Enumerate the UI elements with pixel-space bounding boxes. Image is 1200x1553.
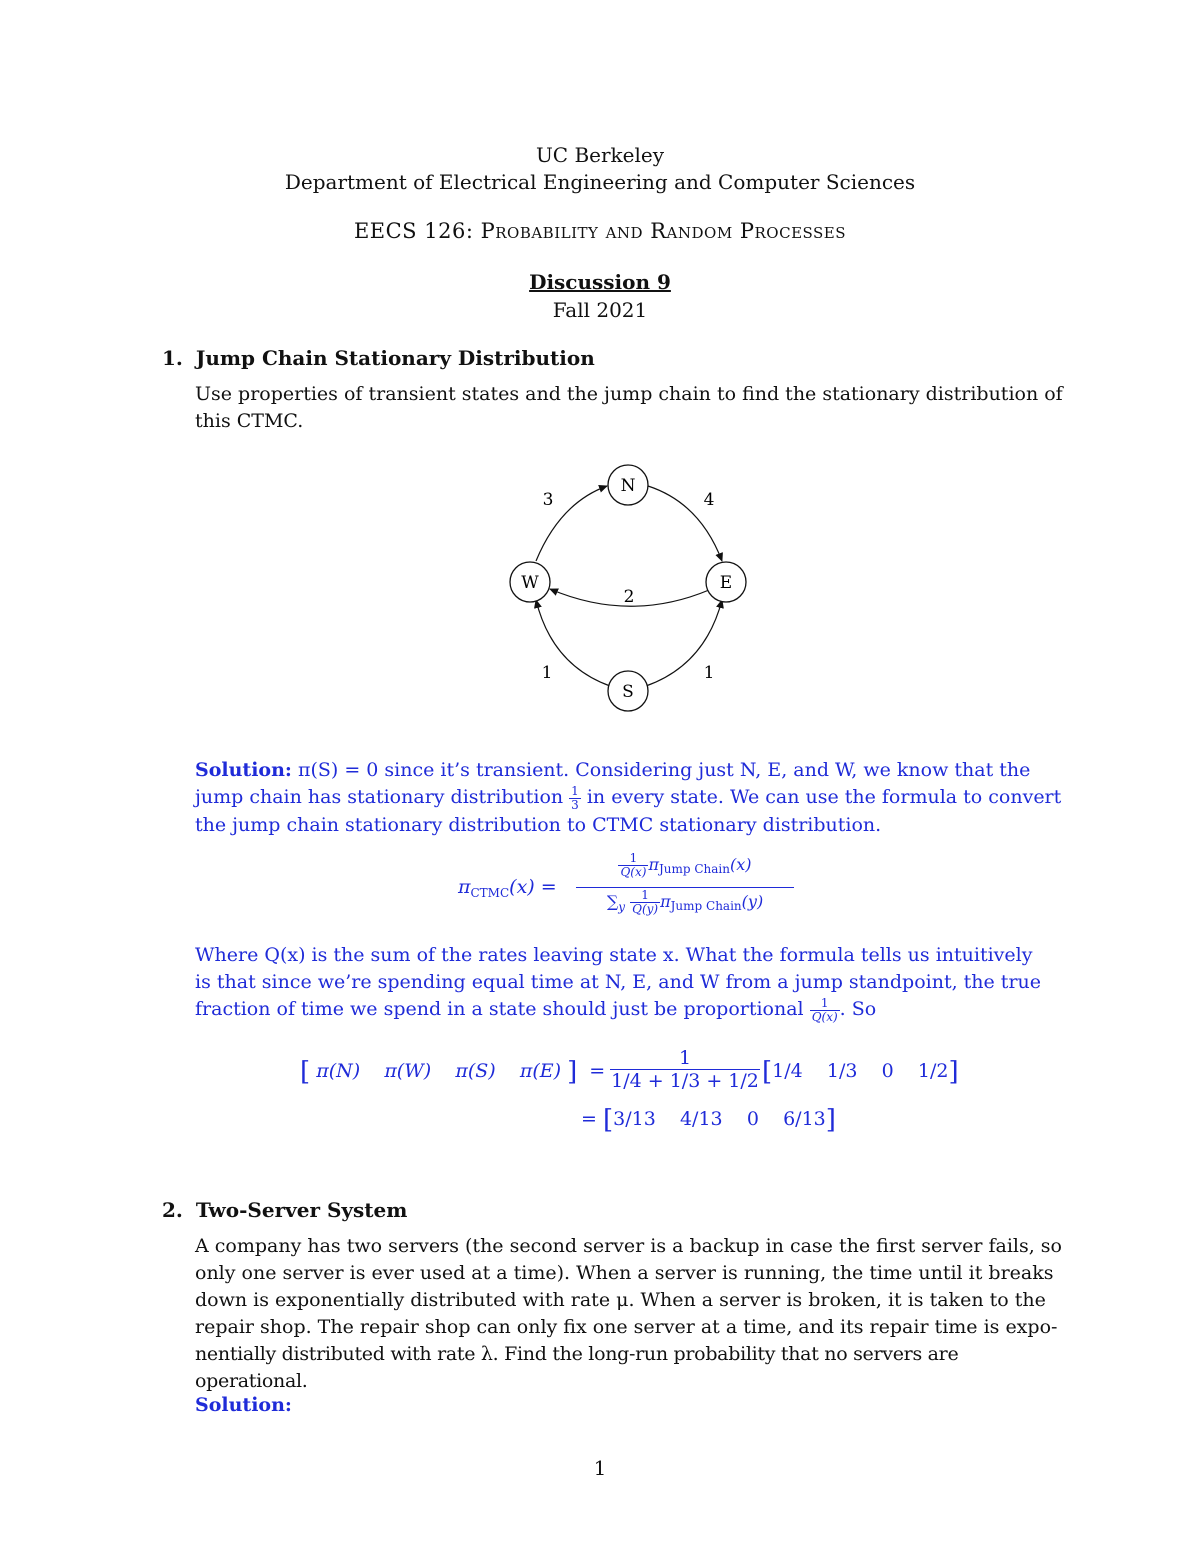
formula-pi: π: [458, 876, 471, 898]
formula-subscript: Jump Chain: [670, 899, 742, 913]
normalizer-denominator: 1/4 + 1/3 + 1/2: [611, 1070, 759, 1092]
explanation-text: fraction of time we spend in a state should just be proportional: [195, 998, 804, 1020]
vector-entry: π(N): [316, 1060, 361, 1082]
formula-pi: π: [648, 855, 659, 874]
problem-1-line: this CTMC.: [195, 410, 304, 432]
sum-subscript: y: [618, 900, 626, 914]
vector-entry: 0: [881, 1060, 894, 1082]
explanation-line: Where Q(x) is the sum of the rates leaving state x. What the formula tells us intuitively: [195, 944, 1033, 966]
problem-2-line: only one server is ever used at a time). When a server is running, the time until it breaks: [195, 1262, 1054, 1284]
problem-1-line: Use properties of transient states and the jump chain to find the stationary distribution of: [195, 383, 1063, 405]
node-label: E: [719, 573, 733, 593]
solution-1-line: the jump chain stationary distribution to CTMC stationary distribution.: [195, 813, 882, 836]
explanation-text: . So: [839, 998, 877, 1020]
problem-2-number: 2.: [162, 1198, 183, 1222]
formula-arg: (y): [741, 892, 764, 911]
node-n: [608, 465, 648, 505]
solution-1-line: [195, 784, 1075, 812]
term: Fall 2021: [552, 298, 648, 322]
page-number: 1: [593, 1456, 607, 1480]
problem-1-text: [195, 381, 1065, 435]
rhs-vector-1: [1/4 1/3 0 1/2]: [762, 1057, 959, 1087]
solution-1: [195, 757, 1075, 839]
node-w: [510, 562, 550, 602]
equals-sign: =: [589, 1060, 606, 1082]
vector-entry: 3/13: [613, 1108, 656, 1130]
problem-2-heading: [162, 1198, 407, 1222]
vector-entry: 1/3: [826, 1060, 858, 1082]
course-title: [0, 219, 1200, 243]
edge-label: 1: [541, 663, 553, 683]
problem-2-title: Two-Server System: [195, 1198, 408, 1222]
vector-entry: π(W): [384, 1060, 432, 1082]
q-num: 1: [630, 889, 660, 903]
explanation-line: is that since we’re spending equal time at N, E, and W from a jump standpoint, the true: [195, 971, 1042, 993]
formula-denominator: [576, 889, 794, 916]
formula-pi: π: [660, 892, 671, 911]
formula-subscript: CTMC: [470, 886, 510, 900]
node-s: [608, 671, 648, 711]
vector-entry: 1/2: [917, 1060, 949, 1082]
problem-2-line: A company has two servers (the second server is a backup in case the first server fails, so: [195, 1235, 1062, 1257]
formula-lhs: [458, 876, 557, 900]
rhs-vector-2: = [3/13 4/13 0 6/13]: [581, 1105, 836, 1135]
node-label: N: [620, 476, 636, 496]
fraction-denominator: 3: [571, 797, 579, 812]
equals-sign: =: [581, 1108, 597, 1130]
q-fraction: [618, 852, 648, 879]
formula-numerator: [576, 852, 794, 879]
vector-entry: π(S): [455, 1060, 496, 1082]
vector-entry: 6/13: [783, 1108, 826, 1130]
fraction-numerator: 1: [571, 783, 579, 798]
explanation-line: [195, 996, 1075, 1024]
node-e: [706, 562, 746, 602]
solution-text: π(S) = 0 since it’s transient. Considering just N, E, and W, we know that the: [297, 759, 1031, 781]
problem-2-text: [195, 1233, 1075, 1395]
university-name: UC Berkeley: [535, 143, 665, 167]
sum-symbol: ∑: [606, 892, 619, 911]
course-code: EECS 126:: [353, 219, 474, 243]
formula-bar: [576, 887, 794, 888]
problem-1-number: 1.: [162, 346, 183, 370]
edge-label: 4: [703, 490, 715, 510]
vector-entry: π(E): [519, 1060, 562, 1082]
node-label: S: [622, 682, 634, 702]
problem-1-heading: [162, 346, 595, 370]
normalizer-numerator: 1: [678, 1047, 692, 1069]
q-den: Q(x): [620, 865, 647, 879]
vector-entry: 4/13: [679, 1108, 723, 1130]
vector-entry: 1/4: [772, 1060, 803, 1082]
fraction-one-third: [569, 785, 581, 812]
vector-entry: 0: [746, 1108, 759, 1130]
solution-1-explanation: [195, 942, 1075, 1024]
formula-arg: (x) =: [509, 876, 557, 898]
ctmc-diagram: [490, 455, 780, 720]
edge-label: 3: [542, 490, 554, 510]
solution-text: jump chain has stationary distribution: [195, 786, 564, 808]
q-fraction: [810, 997, 840, 1024]
q-num: 1: [618, 852, 648, 866]
edge-label: 2: [623, 587, 635, 607]
node-label: W: [521, 573, 539, 593]
q-fraction: [630, 889, 660, 916]
formula-subscript: Jump Chain: [658, 862, 730, 876]
solution-text: in every state. We can use the formula to convert: [586, 786, 1062, 808]
problem-2-line: down is exponentially distributed with rate μ. When a server is broken, it is taken to the: [195, 1289, 1046, 1311]
lhs-vector: [ π(N) π(W) π(S) π(E) ] =: [300, 1057, 606, 1087]
problem-2-solution-label: Solution:: [195, 1394, 292, 1416]
department-name: Department of Electrical Engineering and Computer Sciences: [284, 170, 916, 194]
q-den: Q(x): [811, 1009, 838, 1024]
formula-arg: (x): [730, 855, 752, 874]
course-name: Probability and Random Processes: [480, 219, 847, 243]
problem-2-line: nentially distributed with rate λ. Find the long-run probability that no servers are operational.: [195, 1343, 959, 1392]
edge-label: 1: [703, 663, 715, 683]
problem-1-title: Jump Chain Stationary Distribution: [195, 346, 595, 370]
q-num: 1: [810, 997, 840, 1011]
ctmc-formula: [458, 852, 818, 922]
solution-label: Solution:: [195, 759, 292, 781]
q-den: Q(y): [632, 902, 659, 916]
normalizer-fraction: [610, 1047, 760, 1092]
stationary-equations: [300, 1047, 980, 1147]
discussion-title: Discussion 9: [529, 270, 671, 294]
problem-2-line: repair shop. The repair shop can only fix one server at a time, and its repair time is expo-: [195, 1316, 1058, 1338]
solution-1-line: [195, 757, 1075, 784]
